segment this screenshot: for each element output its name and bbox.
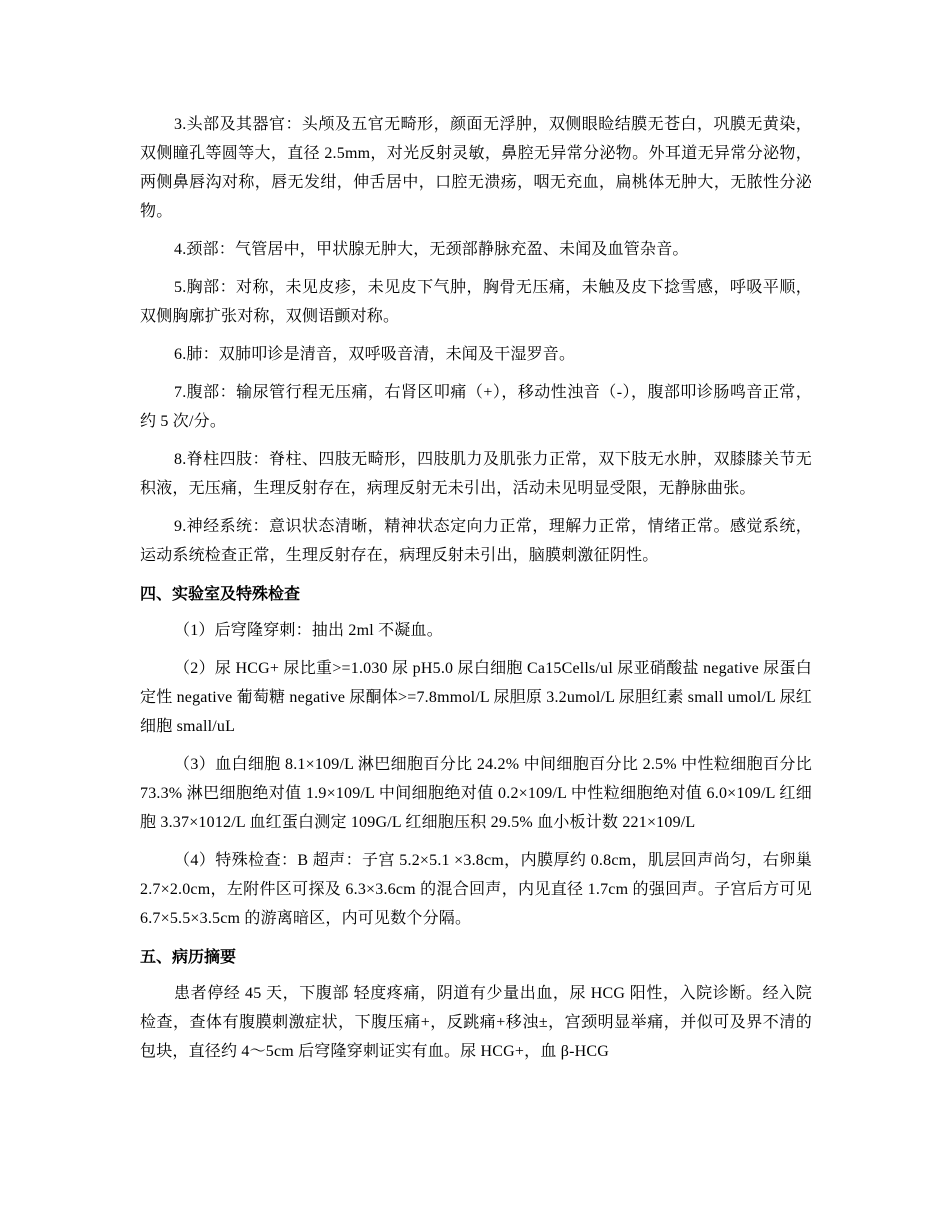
exam-nervous-system: 9.神经系统：意识状态清晰，精神状态定向力正常，理解力正常，情绪正常。感觉系统，运动系统检查正常，生理反射存在，病理反射未引出，脑膜刺激征阴性。 xyxy=(140,518,812,564)
lab-ultrasound: （4）特殊检查：B 超声：子宫 5.2×5.1 ×3.8cm，内膜厚约 0.8cm，肌层回声尚匀，右卵巢 2.7×2.0cm，左附件区可探及 6.3×3.6cm 的混合回声，内见直径 1.7cm 的强回声。子宫后方可见 6.7×5.5×3.5cm 的游离暗区，内可见数个分隔。 xyxy=(140,852,812,927)
exam-spine-limbs: 8.脊柱四肢：脊柱、四肢无畸形，四肢肌力及肌张力正常，双下肢无水肿，双膝膝关节无积液，无压痛，生理反射存在，病理反射无未引出，活动未见明显受限，无静脉曲张。 xyxy=(140,451,812,497)
exam-head-organs: 3.头部及其器官：头颅及五官无畸形，颜面无浮肿，双侧眼睑结膜无苍白，巩膜无黄染，双侧瞳孔等圆等大，直径 2.5mm，对光反射灵敏，鼻腔无异常分泌物。外耳道无异常分泌物，两侧鼻唇沟对称，唇无发绀，伸舌居中，口腔无溃疡，咽无充血，扁桃体无肿大，无脓性分泌物。 xyxy=(140,116,812,220)
section-heading-summary: 五、病历摘要 xyxy=(140,947,237,966)
document-body xyxy=(140,110,812,1075)
exam-abdomen: 7.腹部：输尿管行程无压痛，右肾区叩痛（+），移动性浊音（-），腹部叩诊肠鸣音正常，约 5 次/分。 xyxy=(140,384,812,430)
section-heading-lab: 四、实验室及特殊检查 xyxy=(140,584,301,603)
exam-neck: 4.颈部：气管居中，甲状腺无肿大，无颈部静脉充盈、未闻及血管杂音。 xyxy=(174,241,689,258)
lab-urine: （2）尿 HCG+ 尿比重>=1.030 尿 pH5.0 尿白细胞 Ca15Cells/ul 尿亚硝酸盐 negative 尿蛋白定性 negative 葡萄糖 negative 尿酮体>=7.8mmol/L 尿胆原 3.2umol/L 尿胆红素 small umol/L 尿红细胞 small/uL xyxy=(140,660,812,735)
lab-puncture: （1）后穹隆穿刺：抽出 2ml 不凝血。 xyxy=(174,622,443,639)
lab-blood: （3）血白细胞 8.1×109/L 淋巴细胞百分比 24.2% 中间细胞百分比 2.5% 中性粒细胞百分比 73.3% 淋巴细胞绝对值 1.9×109/L 中间细胞绝对值 0.2×109/L 中性粒细胞绝对值 6.0×109/L 红细胞 3.37×1012/L 血红蛋白测定 109G/L 红细胞压积 29.5% 血小板计数 221×109/L xyxy=(140,756,812,831)
exam-lungs: 6.肺：双肺叩诊是清音，双呼吸音清，未闻及干湿罗音。 xyxy=(174,346,576,363)
case-summary: 患者停经 45 天，下腹部 轻度疼痛，阴道有少量出血，尿 HCG 阳性，入院诊断。经入院检查，查体有腹膜刺激症状，下腹压痛+，反跳痛+移浊±，宫颈明显举痛，并似可及界不清的包块，直径约 4～5cm 后穹隆穿刺证实有血。尿 HCG+，血 β-HCG xyxy=(140,985,812,1060)
exam-chest: 5.胸部：对称，未见皮疹，未见皮下气肿，胸骨无压痛，未触及皮下捻雪感，呼吸平顺，双侧胸廓扩张对称，双侧语颤对称。 xyxy=(140,279,812,325)
